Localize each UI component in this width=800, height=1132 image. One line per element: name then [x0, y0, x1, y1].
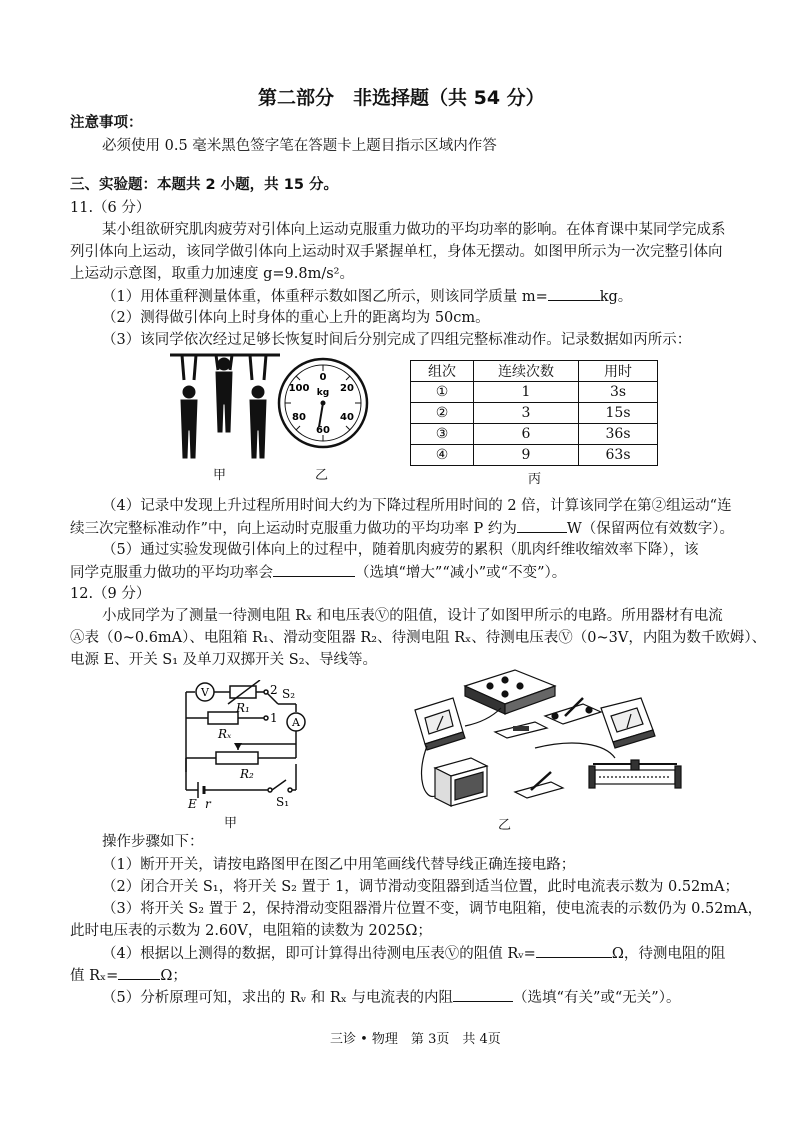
scale-label-80: 80 — [292, 412, 306, 423]
q11-intro-line2: 列引体向上运动，该同学做引体向上运动时双手紧握单杠，身体无摆动。如图甲所示为一次完整引体向 — [70, 244, 723, 260]
q12-intro-line3: 电源 E、开关 S₁ 及单刀双掷开关 S₂、导线等。 — [70, 652, 378, 668]
fig-caption-circuit-jia: 甲 — [224, 816, 238, 831]
table-header: 连续次数 — [474, 361, 579, 382]
resistance-box — [465, 670, 555, 714]
s2-label: S₂ — [282, 687, 296, 701]
table-cell: ① — [411, 382, 474, 403]
answer-blank-trend[interactable] — [273, 562, 355, 577]
scale-unit: kg — [316, 388, 330, 398]
emf-label: E — [188, 797, 197, 810]
scale-label-100: 100 — [288, 383, 310, 394]
r1-label: R₁ — [236, 701, 250, 715]
q11-step4-text: 续三次完整标准动作”中，向上运动时克服重力做功的平均功率 P 约为 — [70, 521, 517, 537]
rheostat-device — [589, 760, 681, 788]
q12-step4-line2 — [70, 965, 187, 986]
person-3 — [250, 355, 266, 458]
q11-number: 11.（6 分） — [70, 200, 151, 216]
q11-step2: （2）测得做引体向上时身体的重心上升的距离均为 50cm。 — [102, 310, 490, 326]
q11-step5-line1: （5）通过实验发现做引体向上的过程中，随着肌肉疲劳的累积（肌肉纤维收缩效率下降），该 — [102, 542, 699, 558]
q12-step4-rx-unit: Ω； — [160, 968, 187, 984]
table-cell: ② — [411, 403, 474, 424]
q11-step1-text: （1）用体重秤测量体重，体重秤示数如图乙所示，则该同学质量 m= — [102, 289, 548, 305]
switch-s1-device — [515, 772, 563, 798]
q12-step4-rx-text: 值 Rₓ= — [70, 968, 119, 984]
q12-step3-line1: （3）将开关 S₂ 置于 2，保持滑动变阻器滑片位置不变，调节电阻箱，使电流表的示数仍为 0.52mA， — [102, 901, 763, 917]
scale-label-60: 60 — [316, 425, 330, 436]
q12-step5-hint: （选填“有关”或“无关”）。 — [513, 990, 681, 1006]
section-title: 第二部分 非选择题（共 54 分） — [258, 87, 545, 109]
fig-caption-jia: 甲 — [213, 468, 227, 483]
notice-heading: 注意事项： — [70, 115, 143, 131]
answer-blank-mass[interactable] — [548, 286, 600, 301]
answer-blank-relation[interactable] — [453, 987, 513, 1002]
q12-step4-unit: Ω，待测电阻的阻 — [611, 946, 726, 962]
table-header: 组次 — [411, 361, 474, 382]
answer-blank-rv[interactable] — [536, 943, 612, 958]
q11-step4-line2 — [70, 518, 734, 539]
record-table — [410, 360, 658, 466]
internal-r-label: r — [205, 797, 211, 810]
terminal-2-label: 2 — [270, 683, 278, 697]
q12-step4-text: （4）根据以上测得的数据，即可计算得出待测电压表Ⓥ的阻值 Rᵥ= — [102, 946, 536, 962]
table-row — [411, 445, 658, 466]
answer-blank-rx[interactable] — [118, 965, 160, 980]
q11-step1-unit: kg。 — [599, 289, 633, 305]
ammeter-device — [601, 698, 655, 748]
ammeter-label: A — [292, 716, 300, 729]
q11-intro-line1: 某小组欲研究肌肉疲劳对引体向上运动克服重力做功的平均功率的影响。在体育课中某同学完成系 — [102, 222, 726, 238]
r2-label: R₂ — [240, 767, 254, 781]
q12-step5 — [102, 987, 680, 1008]
table-cell: 63s — [579, 445, 658, 466]
table-row — [411, 403, 658, 424]
answer-blank-power[interactable] — [517, 518, 567, 533]
q11-step4-unit: W（保留两位有效数字）。 — [566, 521, 735, 537]
rx-label: Rₓ — [218, 727, 232, 741]
table-header: 用时 — [579, 361, 658, 382]
table-cell: 3 — [474, 403, 579, 424]
table-cell: 1 — [474, 382, 579, 403]
scale-label-40: 40 — [340, 412, 354, 423]
weight-scale-dial — [277, 357, 369, 449]
q12-step5-text: （5）分析原理可知，求出的 Rᵥ 和 Rₓ 与电流表的内阻 — [102, 990, 454, 1006]
voltmeter-device — [415, 698, 465, 750]
scale-label-0: 0 — [319, 372, 327, 383]
table-row — [411, 424, 658, 445]
q11-step3: （3）该同学依次经过足够长恢复时间后分别完成了四组完整标准动作。记录数据如丙所示： — [102, 332, 692, 348]
q11-step5-hint: （选填“增大”“减小”或“不变”）。 — [355, 565, 567, 581]
equipment-illustration — [405, 668, 705, 808]
voltmeter-label: V — [201, 686, 209, 699]
table-cell: 36s — [579, 424, 658, 445]
q11-step5-line2 — [70, 562, 566, 583]
table-cell: 9 — [474, 445, 579, 466]
battery-device — [435, 758, 487, 806]
q12-steps-heading: 操作步骤如下： — [102, 834, 204, 850]
q11-intro-line3: 上运动示意图，取重力加速度 g=9.8m/s²。 — [70, 266, 354, 282]
pullup-figure — [170, 350, 280, 465]
notice-body: 必须使用 0.5 毫米黑色签字笔在答题卡上题目指示区域内作答 — [102, 138, 497, 154]
q12-step1: （1）断开开关，请按电路图甲在图乙中用笔画线代替导线正确连接电路； — [102, 857, 576, 873]
terminal-1-label: 1 — [270, 711, 278, 725]
part3-heading: 三、实验题：本题共 2 小题，共 15 分。 — [70, 177, 338, 193]
table-cell: ④ — [411, 445, 474, 466]
table-cell: 6 — [474, 424, 579, 445]
fig-caption-yi: 乙 — [315, 468, 329, 483]
fig-caption-equipment-yi: 乙 — [498, 818, 512, 833]
q12-step3-line2: 此时电压表的示数为 2.60V，电阻箱的读数为 2025Ω； — [70, 923, 432, 939]
table-cell: ③ — [411, 424, 474, 445]
person-1 — [181, 355, 197, 458]
table-row — [411, 382, 658, 403]
q11-step4-line1: （4）记录中发现上升过程所用时间大约为下降过程所用时间的 2 倍，计算该同学在第②组运动“连 — [102, 498, 732, 514]
q12-intro-line1: 小成同学为了测量一待测电阻 Rₓ 和电压表Ⓥ的阻值，设计了如图甲所示的电路。所用器材有电流 — [102, 608, 723, 624]
scale-label-20: 20 — [340, 383, 354, 394]
q11-step1 — [102, 286, 632, 307]
page-footer: 三诊 • 物理 第 3页 共 4页 — [330, 1032, 501, 1047]
s1-label: S₁ — [276, 795, 290, 809]
q11-step5-text: 同学克服重力做功的平均功率会 — [70, 565, 273, 581]
q12-step4-line1 — [102, 943, 725, 964]
resistor-device — [495, 722, 547, 738]
table-header-row — [411, 361, 658, 382]
table-cell: 15s — [579, 403, 658, 424]
person-2 — [216, 355, 232, 432]
table-cell: 3s — [579, 382, 658, 403]
single-pole-switch — [545, 698, 601, 724]
q12-number: 12.（9 分） — [70, 586, 151, 602]
q12-step2: （2）闭合开关 S₁，将开关 S₂ 置于 1，调节滑动变阻器到适当位置，此时电流表示数为 0.52mA； — [102, 879, 739, 895]
fig-caption-bing: 丙 — [528, 472, 542, 487]
circuit-diagram — [178, 680, 318, 810]
q12-intro-line2: Ⓐ表（0~0.6mA）、电阻箱 R₁、滑动变阻器 R₂、待测电阻 Rₓ、待测电压表Ⓥ（0~3V，内阻为数千欧姆）、 — [70, 630, 767, 646]
